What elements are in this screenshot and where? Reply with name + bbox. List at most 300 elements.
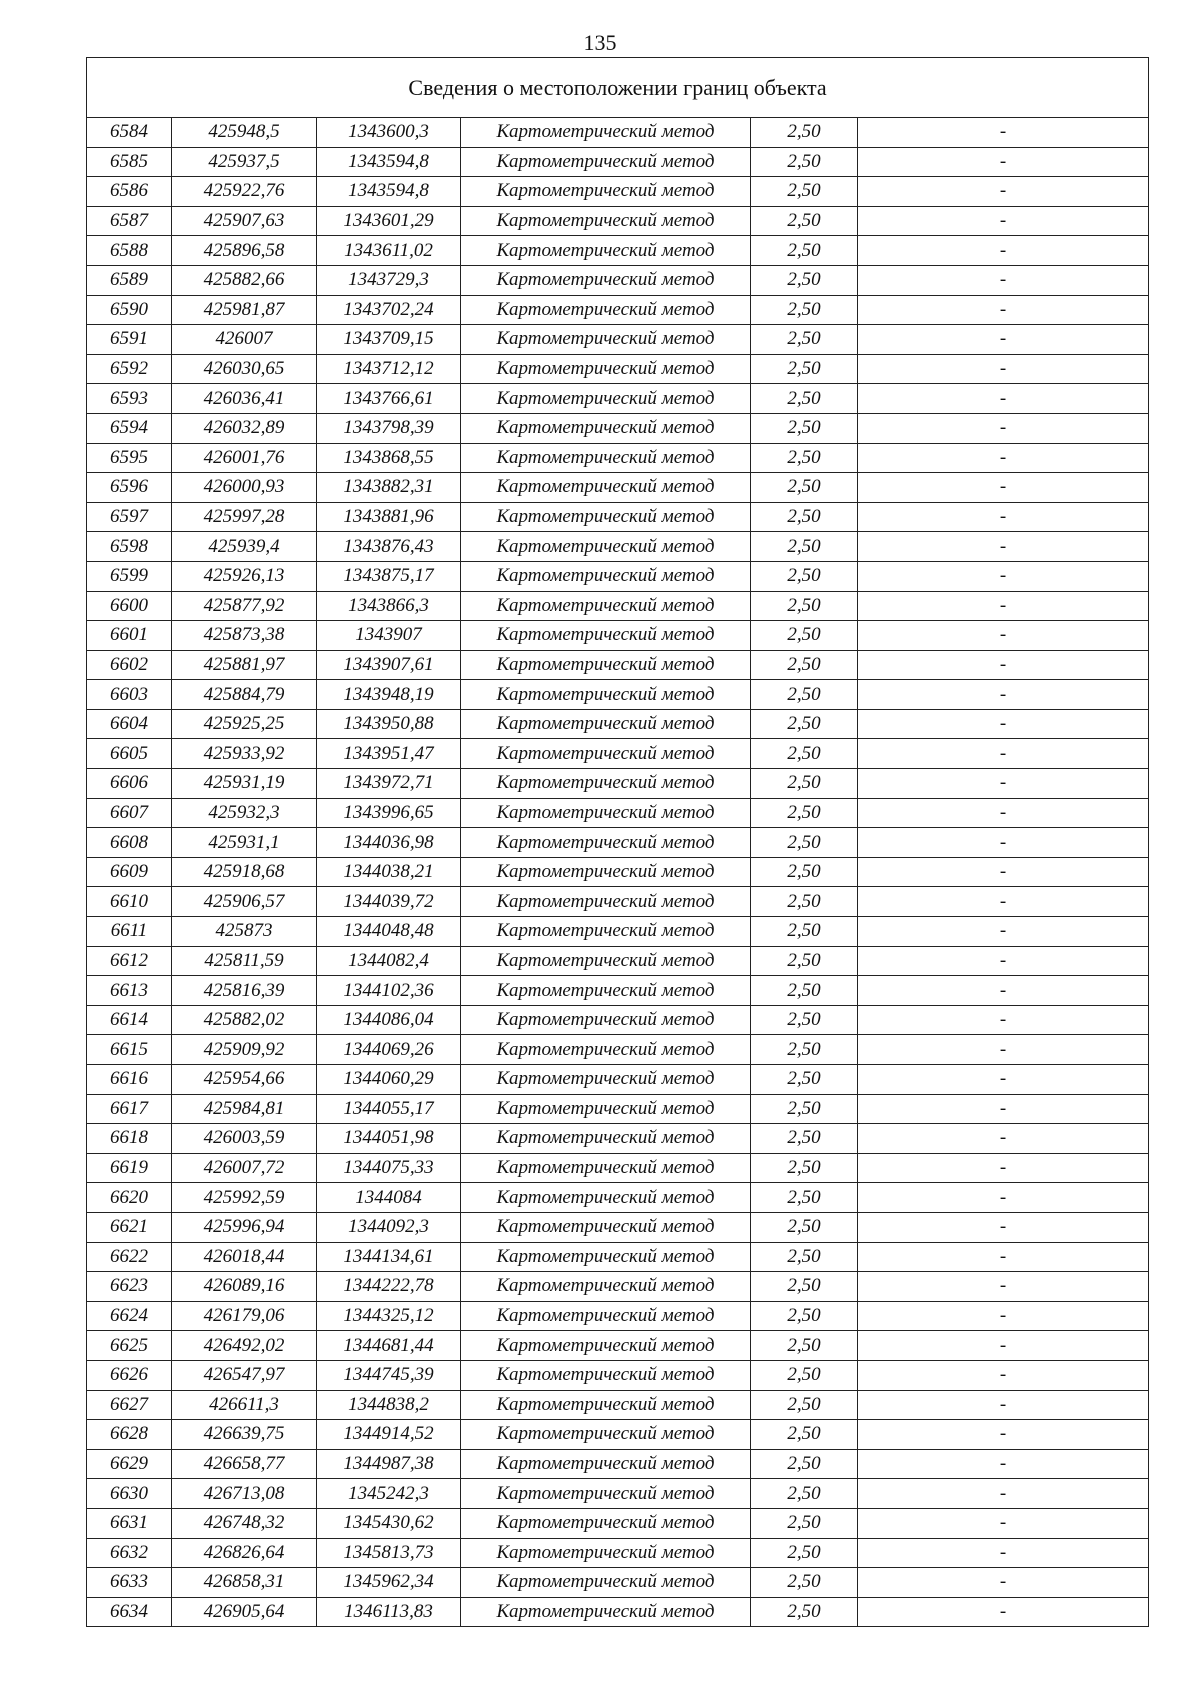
point-number-cell: 6633: [87, 1568, 172, 1598]
method-cell: Картометрический метод: [461, 680, 751, 710]
accuracy-cell: 2,50: [751, 828, 858, 858]
note-cell: -: [858, 1242, 1149, 1272]
x-coordinate-cell: 425906,57: [172, 887, 317, 917]
x-coordinate-cell: 425909,92: [172, 1035, 317, 1065]
x-coordinate-cell: 425933,92: [172, 739, 317, 769]
note-cell: -: [858, 1035, 1149, 1065]
y-coordinate-cell: 1343881,96: [317, 502, 461, 532]
method-cell: Картометрический метод: [461, 1538, 751, 1568]
note-cell: -: [858, 769, 1149, 799]
x-coordinate-cell: 426000,93: [172, 473, 317, 503]
accuracy-cell: 2,50: [751, 561, 858, 591]
note-cell: -: [858, 1124, 1149, 1154]
accuracy-cell: 2,50: [751, 857, 858, 887]
y-coordinate-cell: 1344038,21: [317, 857, 461, 887]
note-cell: -: [858, 709, 1149, 739]
accuracy-cell: 2,50: [751, 976, 858, 1006]
y-coordinate-cell: 1343876,43: [317, 532, 461, 562]
point-number-cell: 6601: [87, 621, 172, 651]
method-cell: Картометрический метод: [461, 1124, 751, 1154]
note-cell: -: [858, 1597, 1149, 1627]
y-coordinate-cell: 1343594,8: [317, 177, 461, 207]
point-number-cell: 6613: [87, 976, 172, 1006]
point-number-cell: 6621: [87, 1212, 172, 1242]
accuracy-cell: 2,50: [751, 532, 858, 562]
note-cell: -: [858, 1065, 1149, 1095]
x-coordinate-cell: 425932,3: [172, 798, 317, 828]
point-number-cell: 6606: [87, 769, 172, 799]
table-row: [87, 857, 1149, 887]
point-number-cell: 6625: [87, 1331, 172, 1361]
x-coordinate-cell: 425873,38: [172, 621, 317, 651]
point-number-cell: 6612: [87, 946, 172, 976]
note-cell: -: [858, 1301, 1149, 1331]
x-coordinate-cell: 425997,28: [172, 502, 317, 532]
accuracy-cell: 2,50: [751, 650, 858, 680]
accuracy-cell: 2,50: [751, 147, 858, 177]
x-coordinate-cell: 426007,72: [172, 1153, 317, 1183]
x-coordinate-cell: 425981,87: [172, 295, 317, 325]
accuracy-cell: 2,50: [751, 1331, 858, 1361]
note-cell: -: [858, 206, 1149, 236]
point-number-cell: 6600: [87, 591, 172, 621]
table-body: [87, 58, 1149, 1627]
y-coordinate-cell: 1345813,73: [317, 1538, 461, 1568]
x-coordinate-cell: 426032,89: [172, 413, 317, 443]
y-coordinate-cell: 1344075,33: [317, 1153, 461, 1183]
y-coordinate-cell: 1343729,3: [317, 265, 461, 295]
point-number-cell: 6611: [87, 917, 172, 947]
point-number-cell: 6608: [87, 828, 172, 858]
note-cell: -: [858, 1153, 1149, 1183]
note-cell: -: [858, 1212, 1149, 1242]
note-cell: -: [858, 739, 1149, 769]
x-coordinate-cell: 425954,66: [172, 1065, 317, 1095]
y-coordinate-cell: 1343601,29: [317, 206, 461, 236]
y-coordinate-cell: 1343948,19: [317, 680, 461, 710]
method-cell: Картометрический метод: [461, 236, 751, 266]
x-coordinate-cell: 426036,41: [172, 384, 317, 414]
y-coordinate-cell: 1343798,39: [317, 413, 461, 443]
table-row: [87, 887, 1149, 917]
note-cell: -: [858, 1449, 1149, 1479]
method-cell: Картометрический метод: [461, 887, 751, 917]
accuracy-cell: 2,50: [751, 798, 858, 828]
accuracy-cell: 2,50: [751, 1301, 858, 1331]
method-cell: Картометрический метод: [461, 1390, 751, 1420]
y-coordinate-cell: 1344325,12: [317, 1301, 461, 1331]
method-cell: Картометрический метод: [461, 650, 751, 680]
accuracy-cell: 2,50: [751, 413, 858, 443]
x-coordinate-cell: 426001,76: [172, 443, 317, 473]
point-number-cell: 6617: [87, 1094, 172, 1124]
x-coordinate-cell: 425882,66: [172, 265, 317, 295]
accuracy-cell: 2,50: [751, 591, 858, 621]
y-coordinate-cell: 1344051,98: [317, 1124, 461, 1154]
y-coordinate-cell: 1345242,3: [317, 1479, 461, 1509]
y-coordinate-cell: 1343996,65: [317, 798, 461, 828]
table-row: [87, 473, 1149, 503]
table-row: [87, 739, 1149, 769]
accuracy-cell: 2,50: [751, 1183, 858, 1213]
table-row: [87, 1124, 1149, 1154]
y-coordinate-cell: 1345962,34: [317, 1568, 461, 1598]
note-cell: -: [858, 265, 1149, 295]
y-coordinate-cell: 1343766,61: [317, 384, 461, 414]
x-coordinate-cell: 425939,4: [172, 532, 317, 562]
point-number-cell: 6623: [87, 1272, 172, 1302]
table-row: [87, 1331, 1149, 1361]
x-coordinate-cell: 425925,25: [172, 709, 317, 739]
method-cell: Картометрический метод: [461, 1568, 751, 1598]
accuracy-cell: 2,50: [751, 177, 858, 207]
x-coordinate-cell: 425996,94: [172, 1212, 317, 1242]
y-coordinate-cell: 1344060,29: [317, 1065, 461, 1095]
y-coordinate-cell: 1343866,3: [317, 591, 461, 621]
method-cell: Картометрический метод: [461, 946, 751, 976]
table-row: [87, 561, 1149, 591]
point-number-cell: 6622: [87, 1242, 172, 1272]
note-cell: -: [858, 1568, 1149, 1598]
table-row: [87, 1301, 1149, 1331]
x-coordinate-cell: 425877,92: [172, 591, 317, 621]
note-cell: -: [858, 1272, 1149, 1302]
x-coordinate-cell: 425931,1: [172, 828, 317, 858]
y-coordinate-cell: 1343950,88: [317, 709, 461, 739]
note-cell: -: [858, 532, 1149, 562]
method-cell: Картометрический метод: [461, 413, 751, 443]
method-cell: Картометрический метод: [461, 532, 751, 562]
accuracy-cell: 2,50: [751, 502, 858, 532]
x-coordinate-cell: 426003,59: [172, 1124, 317, 1154]
x-coordinate-cell: 425984,81: [172, 1094, 317, 1124]
accuracy-cell: 2,50: [751, 206, 858, 236]
accuracy-cell: 2,50: [751, 621, 858, 651]
method-cell: Картометрический метод: [461, 828, 751, 858]
note-cell: -: [858, 798, 1149, 828]
note-cell: -: [858, 680, 1149, 710]
x-coordinate-cell: 426492,02: [172, 1331, 317, 1361]
method-cell: Картометрический метод: [461, 147, 751, 177]
y-coordinate-cell: 1344745,39: [317, 1360, 461, 1390]
note-cell: -: [858, 887, 1149, 917]
x-coordinate-cell: 425937,5: [172, 147, 317, 177]
y-coordinate-cell: 1343611,02: [317, 236, 461, 266]
point-number-cell: 6604: [87, 709, 172, 739]
y-coordinate-cell: 1344681,44: [317, 1331, 461, 1361]
table-row: [87, 384, 1149, 414]
x-coordinate-cell: 426547,97: [172, 1360, 317, 1390]
point-number-cell: 6589: [87, 265, 172, 295]
point-number-cell: 6602: [87, 650, 172, 680]
x-coordinate-cell: 425881,97: [172, 650, 317, 680]
accuracy-cell: 2,50: [751, 1538, 858, 1568]
x-coordinate-cell: 426826,64: [172, 1538, 317, 1568]
table-row: [87, 1242, 1149, 1272]
method-cell: Картометрический метод: [461, 769, 751, 799]
method-cell: Картометрический метод: [461, 1331, 751, 1361]
point-number-cell: 6584: [87, 118, 172, 148]
page-number: 135: [583, 30, 617, 55]
method-cell: Картометрический метод: [461, 976, 751, 1006]
method-cell: Картометрический метод: [461, 118, 751, 148]
method-cell: Картометрический метод: [461, 1479, 751, 1509]
x-coordinate-cell: 425882,02: [172, 1005, 317, 1035]
table-row: [87, 1390, 1149, 1420]
note-cell: -: [858, 1094, 1149, 1124]
point-number-cell: 6624: [87, 1301, 172, 1331]
table-row: [87, 295, 1149, 325]
note-cell: -: [858, 1538, 1149, 1568]
point-number-cell: 6599: [87, 561, 172, 591]
method-cell: Картометрический метод: [461, 1065, 751, 1095]
note-cell: -: [858, 384, 1149, 414]
point-number-cell: 6607: [87, 798, 172, 828]
method-cell: Картометрический метод: [461, 177, 751, 207]
accuracy-cell: 2,50: [751, 917, 858, 947]
accuracy-cell: 2,50: [751, 1360, 858, 1390]
table-row: [87, 709, 1149, 739]
method-cell: Картометрический метод: [461, 1005, 751, 1035]
method-cell: Картометрический метод: [461, 561, 751, 591]
table-row: [87, 1479, 1149, 1509]
accuracy-cell: 2,50: [751, 1568, 858, 1598]
y-coordinate-cell: 1343972,71: [317, 769, 461, 799]
point-number-cell: 6634: [87, 1597, 172, 1627]
method-cell: Картометрический метод: [461, 1301, 751, 1331]
table-row: [87, 798, 1149, 828]
y-coordinate-cell: 1344838,2: [317, 1390, 461, 1420]
method-cell: Картометрический метод: [461, 917, 751, 947]
y-coordinate-cell: 1344086,04: [317, 1005, 461, 1035]
method-cell: Картометрический метод: [461, 591, 751, 621]
note-cell: -: [858, 473, 1149, 503]
y-coordinate-cell: 1343875,17: [317, 561, 461, 591]
accuracy-cell: 2,50: [751, 769, 858, 799]
method-cell: Картометрический метод: [461, 325, 751, 355]
note-cell: -: [858, 1390, 1149, 1420]
y-coordinate-cell: 1344084: [317, 1183, 461, 1213]
method-cell: Картометрический метод: [461, 1508, 751, 1538]
table-row: [87, 206, 1149, 236]
x-coordinate-cell: 425992,59: [172, 1183, 317, 1213]
point-number-cell: 6631: [87, 1508, 172, 1538]
point-number-cell: 6614: [87, 1005, 172, 1035]
point-number-cell: 6628: [87, 1420, 172, 1450]
x-coordinate-cell: 426905,64: [172, 1597, 317, 1627]
method-cell: Картометрический метод: [461, 1272, 751, 1302]
point-number-cell: 6598: [87, 532, 172, 562]
x-coordinate-cell: 425816,39: [172, 976, 317, 1006]
method-cell: Картометрический метод: [461, 1242, 751, 1272]
x-coordinate-cell: 426018,44: [172, 1242, 317, 1272]
accuracy-cell: 2,50: [751, 739, 858, 769]
x-coordinate-cell: 426858,31: [172, 1568, 317, 1598]
method-cell: Картометрический метод: [461, 265, 751, 295]
y-coordinate-cell: 1344069,26: [317, 1035, 461, 1065]
table-row: [87, 325, 1149, 355]
x-coordinate-cell: 426748,32: [172, 1508, 317, 1538]
accuracy-cell: 2,50: [751, 236, 858, 266]
note-cell: -: [858, 295, 1149, 325]
table-row: [87, 354, 1149, 384]
y-coordinate-cell: 1344987,38: [317, 1449, 461, 1479]
note-cell: -: [858, 917, 1149, 947]
note-cell: -: [858, 502, 1149, 532]
method-cell: Картометрический метод: [461, 1449, 751, 1479]
point-number-cell: 6620: [87, 1183, 172, 1213]
note-cell: -: [858, 561, 1149, 591]
note-cell: -: [858, 1508, 1149, 1538]
accuracy-cell: 2,50: [751, 443, 858, 473]
table-row: [87, 1420, 1149, 1450]
method-cell: Картометрический метод: [461, 1183, 751, 1213]
accuracy-cell: 2,50: [751, 1272, 858, 1302]
point-number-cell: 6626: [87, 1360, 172, 1390]
note-cell: -: [858, 177, 1149, 207]
accuracy-cell: 2,50: [751, 295, 858, 325]
table-row: [87, 1065, 1149, 1095]
accuracy-cell: 2,50: [751, 325, 858, 355]
y-coordinate-cell: 1343951,47: [317, 739, 461, 769]
x-coordinate-cell: 425931,19: [172, 769, 317, 799]
table-row: [87, 1272, 1149, 1302]
y-coordinate-cell: 1344092,3: [317, 1212, 461, 1242]
table-row: [87, 236, 1149, 266]
method-cell: Картометрический метод: [461, 384, 751, 414]
x-coordinate-cell: 425918,68: [172, 857, 317, 887]
note-cell: -: [858, 443, 1149, 473]
y-coordinate-cell: 1344134,61: [317, 1242, 461, 1272]
method-cell: Картометрический метод: [461, 1420, 751, 1450]
point-number-cell: 6609: [87, 857, 172, 887]
point-number-cell: 6603: [87, 680, 172, 710]
accuracy-cell: 2,50: [751, 887, 858, 917]
note-cell: -: [858, 591, 1149, 621]
table-row: [87, 147, 1149, 177]
x-coordinate-cell: 426007: [172, 325, 317, 355]
boundary-coordinates-table: [86, 57, 1149, 1627]
method-cell: Картометрический метод: [461, 857, 751, 887]
x-coordinate-cell: 425896,58: [172, 236, 317, 266]
x-coordinate-cell: 425873: [172, 917, 317, 947]
table-row: [87, 118, 1149, 148]
accuracy-cell: 2,50: [751, 1094, 858, 1124]
table-row: [87, 502, 1149, 532]
accuracy-cell: 2,50: [751, 118, 858, 148]
note-cell: -: [858, 325, 1149, 355]
table-row: [87, 177, 1149, 207]
method-cell: Картометрический метод: [461, 798, 751, 828]
accuracy-cell: 2,50: [751, 265, 858, 295]
note-cell: -: [858, 413, 1149, 443]
table-row: [87, 1597, 1149, 1627]
y-coordinate-cell: 1343712,12: [317, 354, 461, 384]
note-cell: -: [858, 650, 1149, 680]
point-number-cell: 6605: [87, 739, 172, 769]
accuracy-cell: 2,50: [751, 709, 858, 739]
table-row: [87, 917, 1149, 947]
point-number-cell: 6588: [87, 236, 172, 266]
point-number-cell: 6590: [87, 295, 172, 325]
x-coordinate-cell: 425907,63: [172, 206, 317, 236]
method-cell: Картометрический метод: [461, 354, 751, 384]
y-coordinate-cell: 1344102,36: [317, 976, 461, 1006]
y-coordinate-cell: 1344222,78: [317, 1272, 461, 1302]
table-row: [87, 265, 1149, 295]
table-row: [87, 650, 1149, 680]
table-row: [87, 946, 1149, 976]
table-row: [87, 532, 1149, 562]
point-number-cell: 6587: [87, 206, 172, 236]
method-cell: Картометрический метод: [461, 502, 751, 532]
y-coordinate-cell: 1344914,52: [317, 1420, 461, 1450]
y-coordinate-cell: 1344055,17: [317, 1094, 461, 1124]
table-row: [87, 976, 1149, 1006]
method-cell: Картометрический метод: [461, 1035, 751, 1065]
table-title-row: [87, 58, 1149, 118]
note-cell: -: [858, 621, 1149, 651]
accuracy-cell: 2,50: [751, 384, 858, 414]
point-number-cell: 6615: [87, 1035, 172, 1065]
point-number-cell: 6630: [87, 1479, 172, 1509]
method-cell: Картометрический метод: [461, 295, 751, 325]
table-row: [87, 1360, 1149, 1390]
method-cell: Картометрический метод: [461, 1094, 751, 1124]
x-coordinate-cell: 426179,06: [172, 1301, 317, 1331]
table-row: [87, 1538, 1149, 1568]
accuracy-cell: 2,50: [751, 1212, 858, 1242]
accuracy-cell: 2,50: [751, 1153, 858, 1183]
x-coordinate-cell: 425811,59: [172, 946, 317, 976]
note-cell: -: [858, 1479, 1149, 1509]
table-row: [87, 443, 1149, 473]
note-cell: -: [858, 354, 1149, 384]
x-coordinate-cell: 426639,75: [172, 1420, 317, 1450]
table-row: [87, 680, 1149, 710]
accuracy-cell: 2,50: [751, 1449, 858, 1479]
x-coordinate-cell: 426089,16: [172, 1272, 317, 1302]
table-row: [87, 1153, 1149, 1183]
table-row: [87, 1035, 1149, 1065]
y-coordinate-cell: 1344036,98: [317, 828, 461, 858]
note-cell: -: [858, 828, 1149, 858]
accuracy-cell: 2,50: [751, 1508, 858, 1538]
method-cell: Картометрический метод: [461, 1212, 751, 1242]
point-number-cell: 6595: [87, 443, 172, 473]
method-cell: Картометрический метод: [461, 1360, 751, 1390]
method-cell: Картометрический метод: [461, 443, 751, 473]
point-number-cell: 6597: [87, 502, 172, 532]
y-coordinate-cell: 1343702,24: [317, 295, 461, 325]
accuracy-cell: 2,50: [751, 473, 858, 503]
note-cell: -: [858, 1420, 1149, 1450]
table-title: Сведения о местоположении границ объекта: [87, 58, 1149, 118]
accuracy-cell: 2,50: [751, 680, 858, 710]
table-row: [87, 1183, 1149, 1213]
y-coordinate-cell: 1343868,55: [317, 443, 461, 473]
x-coordinate-cell: 425926,13: [172, 561, 317, 591]
table-row: [87, 1568, 1149, 1598]
x-coordinate-cell: 426611,3: [172, 1390, 317, 1420]
accuracy-cell: 2,50: [751, 1124, 858, 1154]
table-row: [87, 621, 1149, 651]
x-coordinate-cell: 425922,76: [172, 177, 317, 207]
x-coordinate-cell: 426713,08: [172, 1479, 317, 1509]
point-number-cell: 6592: [87, 354, 172, 384]
method-cell: Картометрический метод: [461, 1153, 751, 1183]
table-row: [87, 591, 1149, 621]
